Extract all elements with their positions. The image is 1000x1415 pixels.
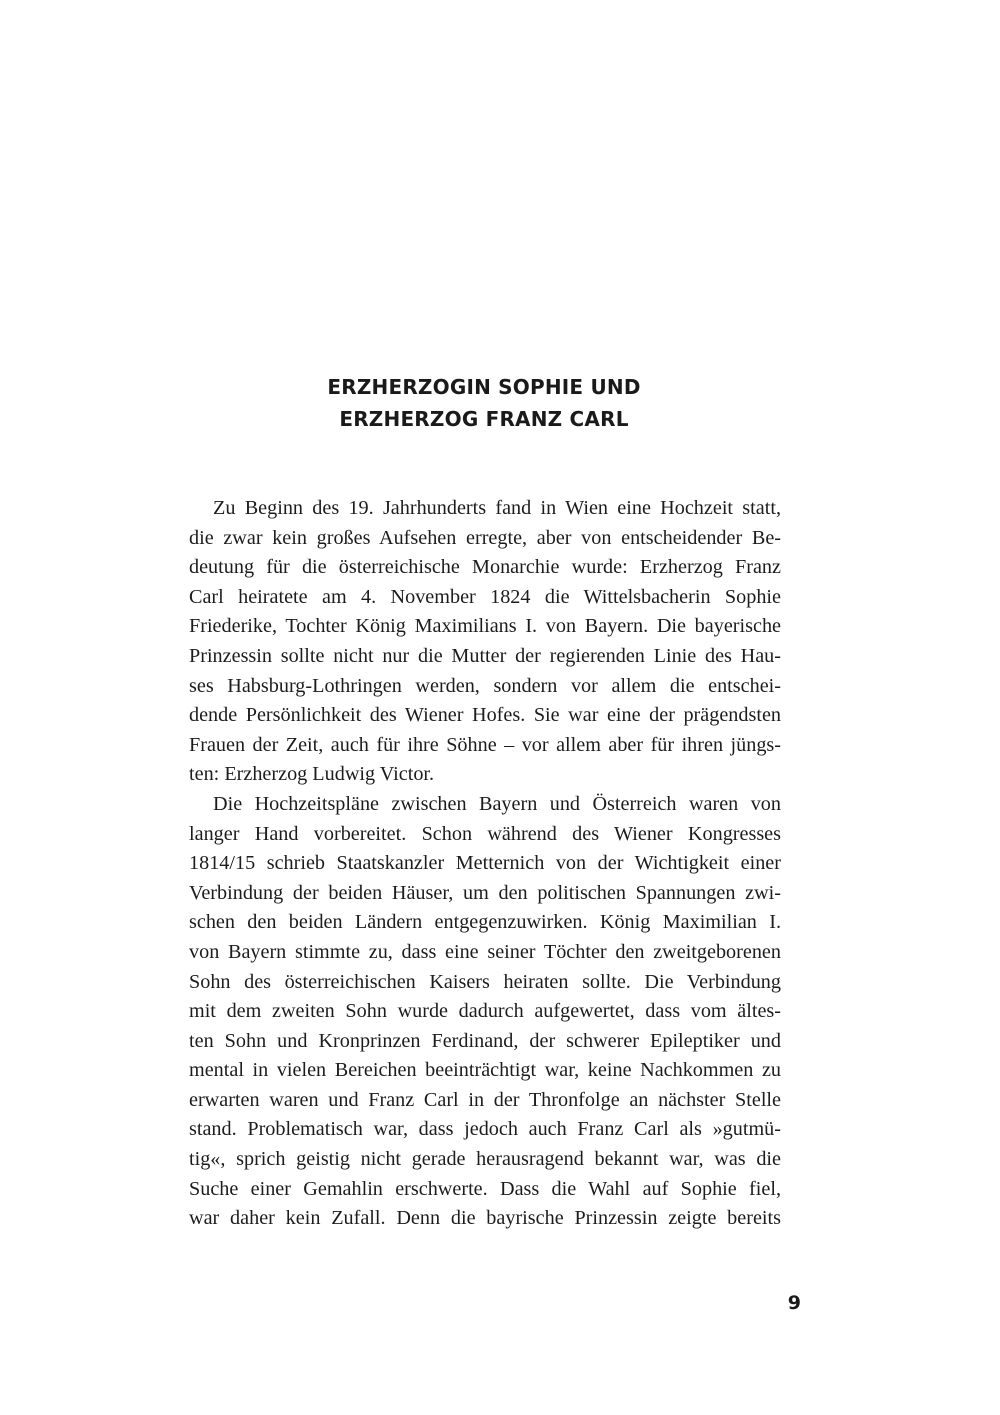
paragraph-1: [189, 494, 781, 790]
text-line: Carl heiratete am 4. November 1824 die Wittelsbacherin Sophie: [189, 585, 781, 608]
text-line: von Bayern stimmte zu, dass eine seiner Töchter den zweitgeborenen: [189, 940, 781, 963]
text-line: Prinzessin sollte nicht nur die Mutter der regierenden Linie des Hau-: [189, 644, 781, 667]
text-line: war daher kein Zufall. Denn die bayrische Prinzessin zeigte bereits: [189, 1207, 781, 1230]
text-line: deutung für die österreichische Monarchie wurde: Erzherzog Franz: [189, 556, 781, 579]
text-line: Sohn des österreichischen Kaisers heiraten sollte. Die Verbindung: [189, 970, 781, 993]
text-line: Frauen der Zeit, auch für ihre Söhne – vor allem aber für ihren jüngs-: [189, 733, 781, 756]
text-line: mit dem zweiten Sohn wurde dadurch aufgewertet, dass vom ältes-: [189, 1000, 781, 1023]
chapter-title: [0, 371, 968, 435]
text-line: erwarten waren und Franz Carl in der Thronfolge an nächster Stelle: [189, 1088, 781, 1111]
text-line: langer Hand vorbereitet. Schon während des Wiener Kongresses: [189, 822, 781, 845]
chapter-title-line-1: ERZHERZOGIN SOPHIE UND: [327, 375, 641, 399]
text-line: ses Habsburg-Lothringen werden, sondern vor allem die entschei-: [189, 674, 781, 697]
text-line: Friederike, Tochter König Maximilians I. von Bayern. Die bayerische: [189, 615, 781, 638]
text-line: stand. Problematisch war, dass jedoch auch Franz Carl als »gutmü-: [189, 1118, 781, 1141]
text-line: schen den beiden Ländern entgegenzuwirken. König Maximilian I.: [189, 911, 781, 934]
text-line: tig«, sprich geistig nicht gerade herausragend bekannt war, was die: [189, 1148, 781, 1171]
paragraph-2: [189, 790, 781, 1234]
chapter-title-line-2: ERZHERZOG FRANZ CARL: [339, 407, 629, 431]
text-line: die zwar kein großes Aufsehen erregte, aber von entscheidender Be-: [189, 526, 781, 549]
text-line: 1814/15 schrieb Staatskanzler Metternich von der Wichtigkeit einer: [189, 852, 781, 875]
text-line: ten Sohn und Kronprinzen Ferdinand, der schwerer Epileptiker und: [189, 1029, 781, 1052]
page-number: 9: [787, 1292, 801, 1314]
text-line: mental in vielen Bereichen beeinträchtigt war, keine Nachkommen zu: [189, 1059, 781, 1082]
text-line: ten: Erzherzog Ludwig Victor.: [189, 763, 435, 786]
text-line: dende Persönlichkeit des Wiener Hofes. Sie war eine der prägendsten: [189, 704, 781, 727]
text-line: Zu Beginn des 19. Jahrhunderts fand in Wien eine Hochzeit statt,: [213, 497, 781, 519]
text-line: Verbindung der beiden Häuser, um den politischen Spannungen zwi-: [189, 881, 781, 904]
body-text: [189, 494, 781, 1234]
text-line: Die Hochzeitspläne zwischen Bayern und Österreich waren von: [213, 792, 781, 815]
text-line: Suche einer Gemahlin erschwerte. Dass die Wahl auf Sophie fiel,: [189, 1177, 781, 1200]
